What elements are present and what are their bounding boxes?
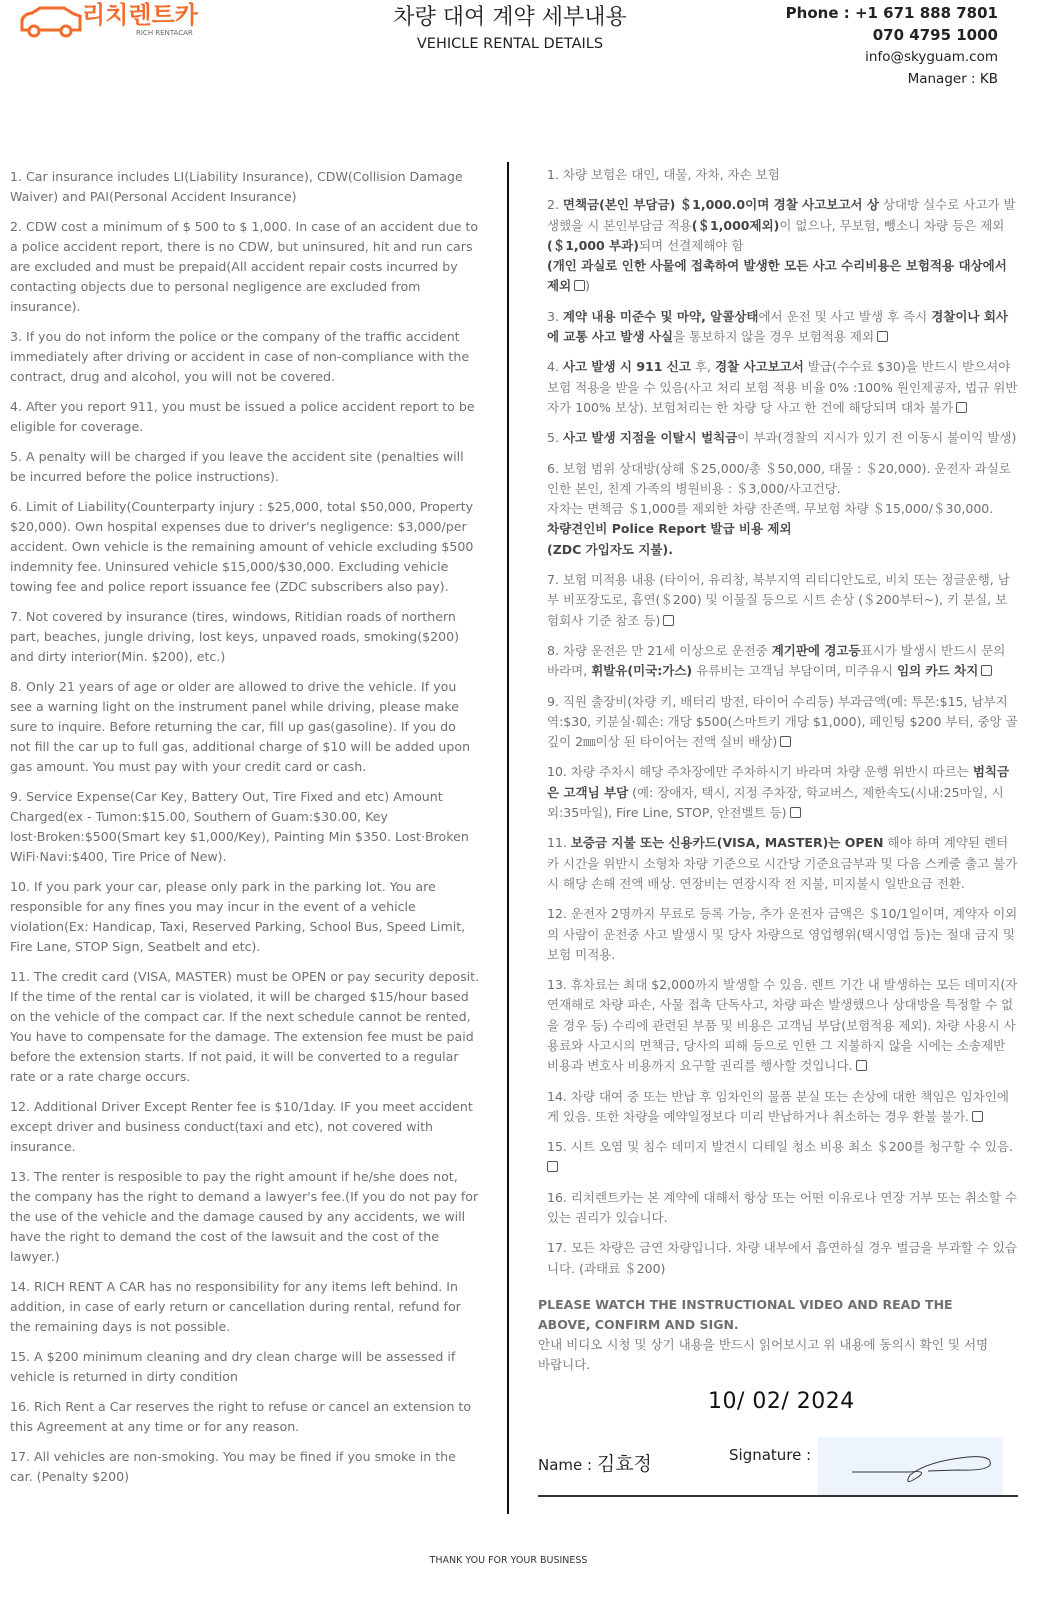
term-ko-14: 14. 차량 대여 중 또는 반납 후 임차인의 물품 분실 또는 손상에 대한 책임은 임차인에게 있음. 또한 차량을 예약일정보다 미리 반납하거나 취소하는 경우 환불 불가. <box>547 1088 1009 1124</box>
term-en-5: 5. A penalty will be charged if you leave the accident site (penalties will be incurred before the police instructions). <box>10 449 464 484</box>
term-en-17: 17. All vehicles are non-smoking. You may be fined if you smoke in the car. (Penalty $200) <box>10 1449 456 1484</box>
term-ko-15: 15. 시트 오염 및 침수 데미지 발견시 디테일 청소 비용 최소 ＄200를 청구할 수 있음. <box>547 1137 1019 1178</box>
name-field <box>538 1449 652 1476</box>
term-ko-4: 4. 사고 발생 시 911 신고 후, 경찰 사고보고서 발급(수수료 $30)을 반드시 받으셔야 보험 적용을 받을 수 있음(사고 처리 보험 적용 비율 0% :100% 원인제공자, 법규 위반자가 100% 보상). 보험처리는 한 차량 당 사고 한 건에 해당되며 대차 불가 <box>547 359 1018 415</box>
term-9-checkbox[interactable] <box>780 736 791 747</box>
term-7-checkbox[interactable] <box>663 615 674 626</box>
term-en-9: 9. Service Expense(Car Key, Battery Out, Tire Fixed and etc) Amount Charged(ex - Tumon:$15.00, Southern of Guam:$30.00, Key lost·Broken:$500(Smart key $1,000/Key), Painting Min $350. Lost·Broken WiFi·Navi:$400, Tire Price of New). <box>10 789 469 864</box>
term-ko-8: 8. 차량 운전은 만 21세 이상으로 운전중 계기판에 경고등표시가 발생시 반드시 문의 바라며, 휘발유(미국:가스) 유류비는 고객님 부담이며, 미주유시 임의 카드 차지 <box>547 642 1006 679</box>
term-en-7: 7. Not covered by insurance (tires, windows, Ritidian roads of northern part, beaches, jungle driving, lost keys, unpaved roads, smoking($200) and dirty interior(Min. $200), etc.) <box>10 609 460 664</box>
term-ko-17: 17. 모든 차량은 금연 차량입니다. 차량 내부에서 흡연하실 경우 벌금을 부과할 수 있습니다. (과태료 ＄200) <box>547 1240 1018 1276</box>
term-4-checkbox[interactable] <box>956 402 967 413</box>
signature-label: Signature : <box>729 1446 812 1464</box>
term-ko-9: 9. 직원 출장비(차량 키, 배터리 방전, 타이어 수리등) 부과금액(예: 투몬:$15, 남부지역:$30, 키분실·훼손: 개당 $500(스마트키 개당 $1,000), 페인팅 $200 부터, 중앙 골 깊이 2㎜이상 된 타이어는 전액 실비 배상) <box>547 693 1018 750</box>
term-10-checkbox[interactable] <box>790 807 801 818</box>
term-ko-7: 7. 보험 미적용 내용 (타이어, 유리창, 북부지역 리티디안도로, 비치 또는 정글운행, 남부 비포장도로, 흡연(＄200) 및 이물질 등으로 시트 손상 (＄200부터~), 키 분실, 보험회사 기준 참조 등) <box>547 572 1010 628</box>
term-en-15: 15. A $200 minimum cleaning and dry clean charge will be assessed if vehicle is returned in dirty condition <box>10 1349 456 1384</box>
term-en-2: 2. CDW cost a minimum of $ 500 to $ 1,000. In case of an accident due to a police accident report, there is no CDW, but uninsured, hit and run cars are excluded and must be prepaid(All accident repair costs incurred by contacting objects due to personal negligence are excluded from insurance). <box>10 219 479 314</box>
term-ko-3: 3. 계약 내용 미준수 및 마약, 알콜상태에서 운전 및 사고 발생 후 즉시 경찰이나 회사에 교통 사고 발생 사실을 통보하지 않을 경우 보험적용 제외 <box>547 308 1008 345</box>
term-ko-12: 12. 운전자 2명까지 무료로 등록 가능, 추가 운전자 금액은 ＄10/1일이며, 계약자 이외의 사람이 운전중 사고 발생시 및 당사 차량으로 영업행위(택시영업 등)는 절대 금지 및 보험 미적용. <box>547 906 1018 962</box>
sign-notice <box>538 1295 998 1375</box>
term-en-3: 3. If you do not inform the police or the company of the traffic accident immediately after driving or accident in case of non-compliance with the contract, drug and alcohol, you will not be covered. <box>10 329 470 384</box>
company-logo <box>18 0 218 42</box>
term-14-checkbox[interactable] <box>972 1111 983 1122</box>
term-ko-5: 5. 사고 발생 지점을 이탈시 벌칙금이 부과(경찰의 지시가 있기 전 이동시 불이익 발생) <box>547 430 1017 446</box>
term-ko-1: 1. 차량 보험은 대인, 대물, 자차, 자손 보험 <box>547 167 780 182</box>
notice-english: PLEASE WATCH THE INSTRUCTIONAL VIDEO AND READ THE ABOVE, CONFIRM AND SIGN. <box>538 1297 953 1332</box>
term-en-10: 10. If you park your car, please only park in the parking lot. You are responsible for any fines you may incur in the event of a vehicle violation(Ex: Handicap, Taxi, Reserved Parking, School Bus, Speed Limit, Fire Lane, STOP Sign, Seatbelt and etc). <box>10 879 466 954</box>
term-ko-16: 16. 리치렌트카는 본 계약에 대해서 항상 또는 어떤 이유로나 연장 거부 또는 취소할 수 있는 권리가 있습니다. <box>547 1189 1018 1226</box>
term-en-4: 4. After you report 911, you must be issued a police accident report to be eligible for coverage. <box>10 399 475 434</box>
term-ko-11: 11. 보증금 지불 또는 신용카드(VISA, MASTER)는 OPEN 해야 하며 계약된 렌터카 시간을 위반시 소형차 차량 기준으로 시간당 기준요금부과 및 다음 스케줄 출고 불가시 해당 손해 전액 배상. 연장비는 연장시작 전 지불, 미지불시 일반요금 전환. <box>547 835 1018 891</box>
term-ko-6: 6. 보험 범위 상대방(상해 ＄25,000/총 ＄50,000, 대물 : ＄20,000). 운전자 과실로 인한 본인, 친계 가족의 병원비용 : ＄3,000/사고건당. 자차는 면책금 ＄1,000를 제외한 차량 잔존액. 무보험 차량 ＄15,000/＄30,000. 차량견인비 Police Report 발급 비용 제외 (ZDC 가입자도 지불). <box>547 460 1011 557</box>
term-en-6: 6. Limit of Liability(Counterparty injury : $25,000, total $50,000, Property $20,000). Own hospital expenses due to driver's negligence: $3,000/per accident. Own vehicle is the remaining amount of vehicle excluding $500 indemnity fee. Uninsured vehicle $15,000/$30,000. Excluding vehicle towing fee and police report issuance fee (ZDC subscribers also pay). <box>10 499 474 594</box>
terms-english <box>10 167 480 1497</box>
name-label: Name : <box>538 1456 597 1474</box>
term-en-11: 11. The credit card (VISA, MASTER) must be OPEN or pay security deposit. If the time of the rental car is violated, it will be charged $15/hour based on the vehicle of the compact car. If the next schedule cannot be rented, You have to compensate for the damage. The extension fee must be paid before the extension starts. If not paid, it will be converted to a regular rate or a rate charge occurs. <box>10 969 480 1084</box>
manager: Manager : KB <box>907 71 998 87</box>
car-logo-icon <box>18 0 218 42</box>
signature-underline <box>538 1495 1018 1497</box>
title-korean: 차량 대여 계약 세부내용 <box>393 5 627 30</box>
column-divider <box>507 162 509 1514</box>
term-en-1: 1. Car insurance includes LI(Liability Insurance), CDW(Collision Damage Waiver) and PAI(Personal Accident Insurance) <box>10 169 463 204</box>
term-en-13: 13. The renter is resposible to pay the right amount if he/she does not, the company has the right to demand a lawyer's fee.(If you do not pay for the use of the vehicle and the damage caused by any accidents, we will have the right to demand the cost of the lawsuit and the cost of the lawyer.) <box>10 1169 479 1264</box>
term-ko-13: 13. 휴차료는 최대 $2,000까지 발생할 수 있음. 렌트 기간 내 발생하는 모든 데미지(자연재해로 차량 파손, 사물 접촉 단독사고, 차량 파손 발생했으나 상대방을 특정할 수 없을 경우 등) 수리에 관련된 부품 및 비용은 고객님 부담(보험적용 제외). 차량 사용시 사용료와 사고시의 면책금, 당사의 피해 등으로 인한 그 지불하지 않을 시에는 소송제반 비용과 변호사 비용까지 요구할 권리를 행사할 것입니다. <box>547 977 1018 1074</box>
term-8-checkbox[interactable] <box>981 665 992 676</box>
term-en-16: 16. Rich Rent a Car reserves the right to refuse or cancel an extension to this Agreement at any time or for any reason. <box>10 1399 472 1434</box>
term-2-checkbox[interactable] <box>574 280 585 291</box>
notice-korean: 안내 비디오 시청 및 상기 내용을 반드시 읽어보시고 위 내용에 동의시 확인 및 서명 바랍니다. <box>538 1337 989 1372</box>
term-ko-10: 10. 차량 주차시 해당 주차장에만 주차하시기 바라며 차량 운행 위반시 따르는 범칙금은 고객님 부담 (예: 장애자, 택시, 지정 주차장, 학교버스, 제한속도(시내:25마일, 시외:35마일), Fire Line, STOP, 안전벨트 등) <box>547 764 1010 821</box>
signature-pad[interactable] <box>818 1437 1003 1495</box>
term-13-checkbox[interactable] <box>856 1060 867 1071</box>
name-value: 김효정 <box>596 1453 652 1475</box>
email: info@skyguam.com <box>865 49 998 65</box>
contact-block <box>786 2 998 90</box>
title-english: VEHICLE RENTAL DETAILS <box>416 36 604 52</box>
term-ko-2: 2. 면책금(본인 부담금) ＄1,000.0이며 경찰 사고보고서 상 상대방 실수로 사고가 발생했을 시 본인부담금 적용(＄1,000제외)이 없으나, 무보험, 뺑소니 차량 등은 제외 (＄1,000 부과)되며 선결제해야 함 (개인 과실로 인한 사물에 접촉하여 발생한 모든 사고 수리비용은 보험적용 대상에서 제외 ) <box>547 197 1016 294</box>
logo-text-ko: 리치렌트카 <box>82 1 198 29</box>
term-3-checkbox[interactable] <box>877 331 888 342</box>
terms-korean <box>547 165 1019 1289</box>
phone-secondary: 070 4795 1000 <box>872 26 998 44</box>
term-15-checkbox[interactable] <box>547 1161 558 1172</box>
contract-date: 10/ 02/ 2024 <box>708 1389 855 1414</box>
signature-stroke-icon <box>818 1437 1003 1495</box>
footer-thanks: THANK YOU FOR YOUR BUSINESS <box>429 1555 588 1566</box>
phone-primary: Phone : +1 671 888 7801 <box>785 4 998 22</box>
term-en-14: 14. RICH RENT A CAR has no responsibility for any items left behind. In addition, in case of early return or cancellation during rental, refund for the remaining days is not possible. <box>10 1279 461 1334</box>
term-en-12: 12. Additional Driver Except Renter fee is $10/1day. IF you meet accident except driver and business conduct(taxi and etc), not covered with insurance. <box>10 1099 473 1154</box>
term-en-8: 8. Only 21 years of age or older are allowed to drive the vehicle. If you see a warning light on the instrument panel while driving, please make sure to inquire. Before returning the car, fill up gas(gasoline). If you do not fill the car up to full gas, additional charge of $10 will be added upon gas amount. You must pay with your credit card or cash. <box>10 679 471 774</box>
logo-text-en: RICH RENTACAR <box>136 29 193 37</box>
